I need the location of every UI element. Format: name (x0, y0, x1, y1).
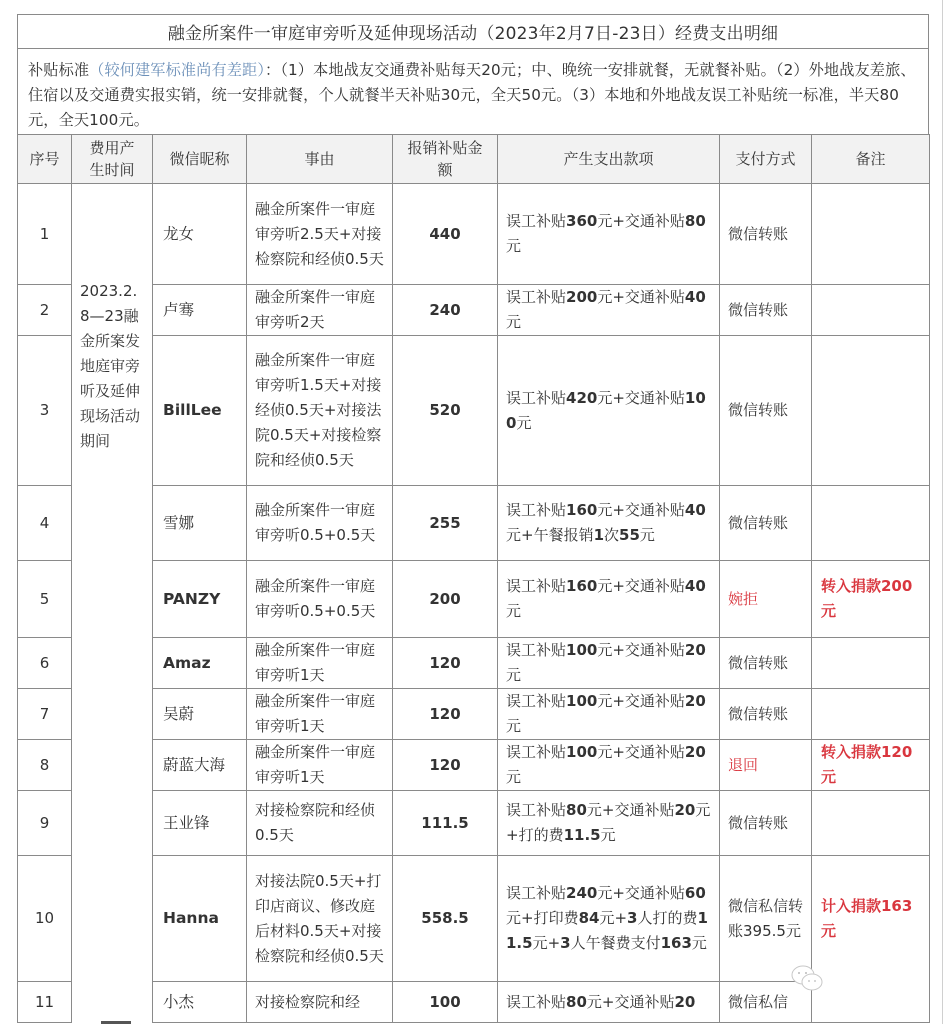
row-no: 7 (18, 689, 72, 740)
table-row (18, 285, 930, 336)
reimbursement-amount: 440 (393, 184, 498, 285)
payment-method: 微信转账 (720, 184, 812, 285)
wechat-nickname: Amaz (153, 638, 247, 689)
expense-items: 误工补贴360元+交通补贴80元 (498, 184, 720, 285)
reimbursement-amount: 100 (393, 982, 498, 1023)
expense-items: 误工补贴200元+交通补贴40元 (498, 285, 720, 336)
expense-items: 误工补贴420元+交通补贴100元 (498, 336, 720, 486)
remark (812, 336, 930, 486)
table-row (18, 689, 930, 740)
row-no: 3 (18, 336, 72, 486)
payment-method: 微信转账 (720, 689, 812, 740)
table-row (18, 336, 930, 486)
row-no: 6 (18, 638, 72, 689)
payment-method: 微信转账 (720, 791, 812, 856)
expense-items: 误工补贴160元+交通补贴40元 (498, 561, 720, 638)
wechat-nickname: BillLee (153, 336, 247, 486)
expense-items: 误工补贴100元+交通补贴20元 (498, 740, 720, 791)
remark (812, 689, 930, 740)
payment-method: 微信私信 (720, 982, 812, 1023)
payment-method: 婉拒 (720, 561, 812, 638)
header-remark: 备注 (812, 135, 930, 184)
wechat-nickname: PANZY (153, 561, 247, 638)
payment-method: 微信转账 (720, 336, 812, 486)
header-no: 序号 (18, 135, 72, 184)
wechat-nickname: 王业锋 (153, 791, 247, 856)
remark (812, 285, 930, 336)
header-nick: 微信昵称 (153, 135, 247, 184)
table-row (18, 638, 930, 689)
payment-method: 微信转账 (720, 638, 812, 689)
table-row (18, 561, 930, 638)
header-reason: 事由 (247, 135, 393, 184)
reason: 融金所案件一审庭审旁听0.5+0.5天 (247, 561, 393, 638)
wechat-nickname: 卢骞 (153, 285, 247, 336)
table-row (18, 184, 930, 285)
payment-method: 微信转账 (720, 285, 812, 336)
row-no: 10 (18, 856, 72, 982)
table-row (18, 856, 930, 982)
reason: 融金所案件一审庭审旁听1天 (247, 740, 393, 791)
header-items: 产生支出款项 (498, 135, 720, 184)
table-row (18, 791, 930, 856)
reason: 融金所案件一审庭审旁听2天 (247, 285, 393, 336)
reason: 对接检察院和经 (247, 982, 393, 1023)
reimbursement-amount: 120 (393, 740, 498, 791)
reason: 融金所案件一审庭审旁听1.5天+对接经侦0.5天+对接法院0.5天+对接检察院和经侦0.5天 (247, 336, 393, 486)
sheet-title: 融金所案件一审庭审旁听及延伸现场活动（2023年2月7日-23日）经费支出明细 (17, 14, 929, 48)
wechat-icon (790, 964, 824, 994)
reimbursement-amount: 200 (393, 561, 498, 638)
header-payment: 支付方式 (720, 135, 812, 184)
header-amount: 报销补贴金 额 (393, 135, 498, 184)
wechat-nickname: Hanna (153, 856, 247, 982)
expense-items: 误工补贴80元+交通补贴20元+打的费11.5元 (498, 791, 720, 856)
row-no: 4 (18, 486, 72, 561)
remark (812, 791, 930, 856)
remark: 转入捐款200元 (812, 561, 930, 638)
remark (812, 638, 930, 689)
row-no: 11 (18, 982, 72, 1023)
time-period: 2023.2.8—23融金所案发地庭审旁听及延伸现场活动期间 (72, 184, 153, 1023)
standard-text: ：（1）本地战友交通费补贴每天20元；中、晚统一安排就餐，无就餐补贴。（2）外地战友差旅、住宿以及交通费实报实销，统一安排就餐，个人就餐半天补贴30元，全天50元。（3）本地和外地战友误工补贴统一标准，半天80元，全天100元。 (28, 61, 916, 129)
payment-method: 微信转账 (720, 486, 812, 561)
reimbursement-amount: 120 (393, 638, 498, 689)
row-no: 8 (18, 740, 72, 791)
reimbursement-amount: 120 (393, 689, 498, 740)
page-edge-rule (942, 0, 943, 1024)
standard-note: （较何建军标准尚有差距） (89, 61, 266, 79)
remark (812, 486, 930, 561)
row-no: 2 (18, 285, 72, 336)
payment-method: 微信私信转账395.5元 (720, 856, 812, 982)
expense-items: 误工补贴100元+交通补贴20元 (498, 638, 720, 689)
wechat-nickname: 小杰 (153, 982, 247, 1023)
reason: 融金所案件一审庭审旁听1天 (247, 689, 393, 740)
expense-items: 误工补贴80元+交通补贴20 (498, 982, 720, 1023)
row-no: 9 (18, 791, 72, 856)
wechat-nickname: 雪娜 (153, 486, 247, 561)
remark: 转入捐款120元 (812, 740, 930, 791)
header-time: 费用产 生时间 (72, 135, 153, 184)
remark (812, 184, 930, 285)
reason: 对接检察院和经侦0.5天 (247, 791, 393, 856)
row-no: 5 (18, 561, 72, 638)
reason: 融金所案件一审庭审旁听2.5天+对接检察院和经侦0.5天 (247, 184, 393, 285)
wechat-nickname: 吴蔚 (153, 689, 247, 740)
expense-items: 误工补贴240元+交通补贴60元+打印费84元+3人打的费11.5元+3人午餐费支付163元 (498, 856, 720, 982)
payment-method: 退回 (720, 740, 812, 791)
expense-items: 误工补贴100元+交通补贴20元 (498, 689, 720, 740)
reimbursement-amount: 558.5 (393, 856, 498, 982)
table-row (18, 486, 930, 561)
reimbursement-amount: 111.5 (393, 791, 498, 856)
reason: 融金所案件一审庭审旁听1天 (247, 638, 393, 689)
reason: 对接法院0.5天+打印店商议、修改庭后材料0.5天+对接检察院和经侦0.5天 (247, 856, 393, 982)
subsidy-standard (17, 48, 929, 134)
expense-items: 误工补贴160元+交通补贴40元+午餐报销1次55元 (498, 486, 720, 561)
reimbursement-amount: 240 (393, 285, 498, 336)
standard-label: 补贴标准 (28, 61, 90, 79)
row-no: 1 (18, 184, 72, 285)
table-header-row (18, 135, 930, 184)
expense-sheet (17, 14, 929, 1023)
wechat-nickname: 蔚蓝大海 (153, 740, 247, 791)
table-row (18, 740, 930, 791)
remark: 计入捐款163元 (812, 856, 930, 1023)
reason: 融金所案件一审庭审旁听0.5+0.5天 (247, 486, 393, 561)
reimbursement-amount: 520 (393, 336, 498, 486)
reimbursement-amount: 255 (393, 486, 498, 561)
expense-table (17, 134, 930, 1023)
wechat-nickname: 龙女 (153, 184, 247, 285)
